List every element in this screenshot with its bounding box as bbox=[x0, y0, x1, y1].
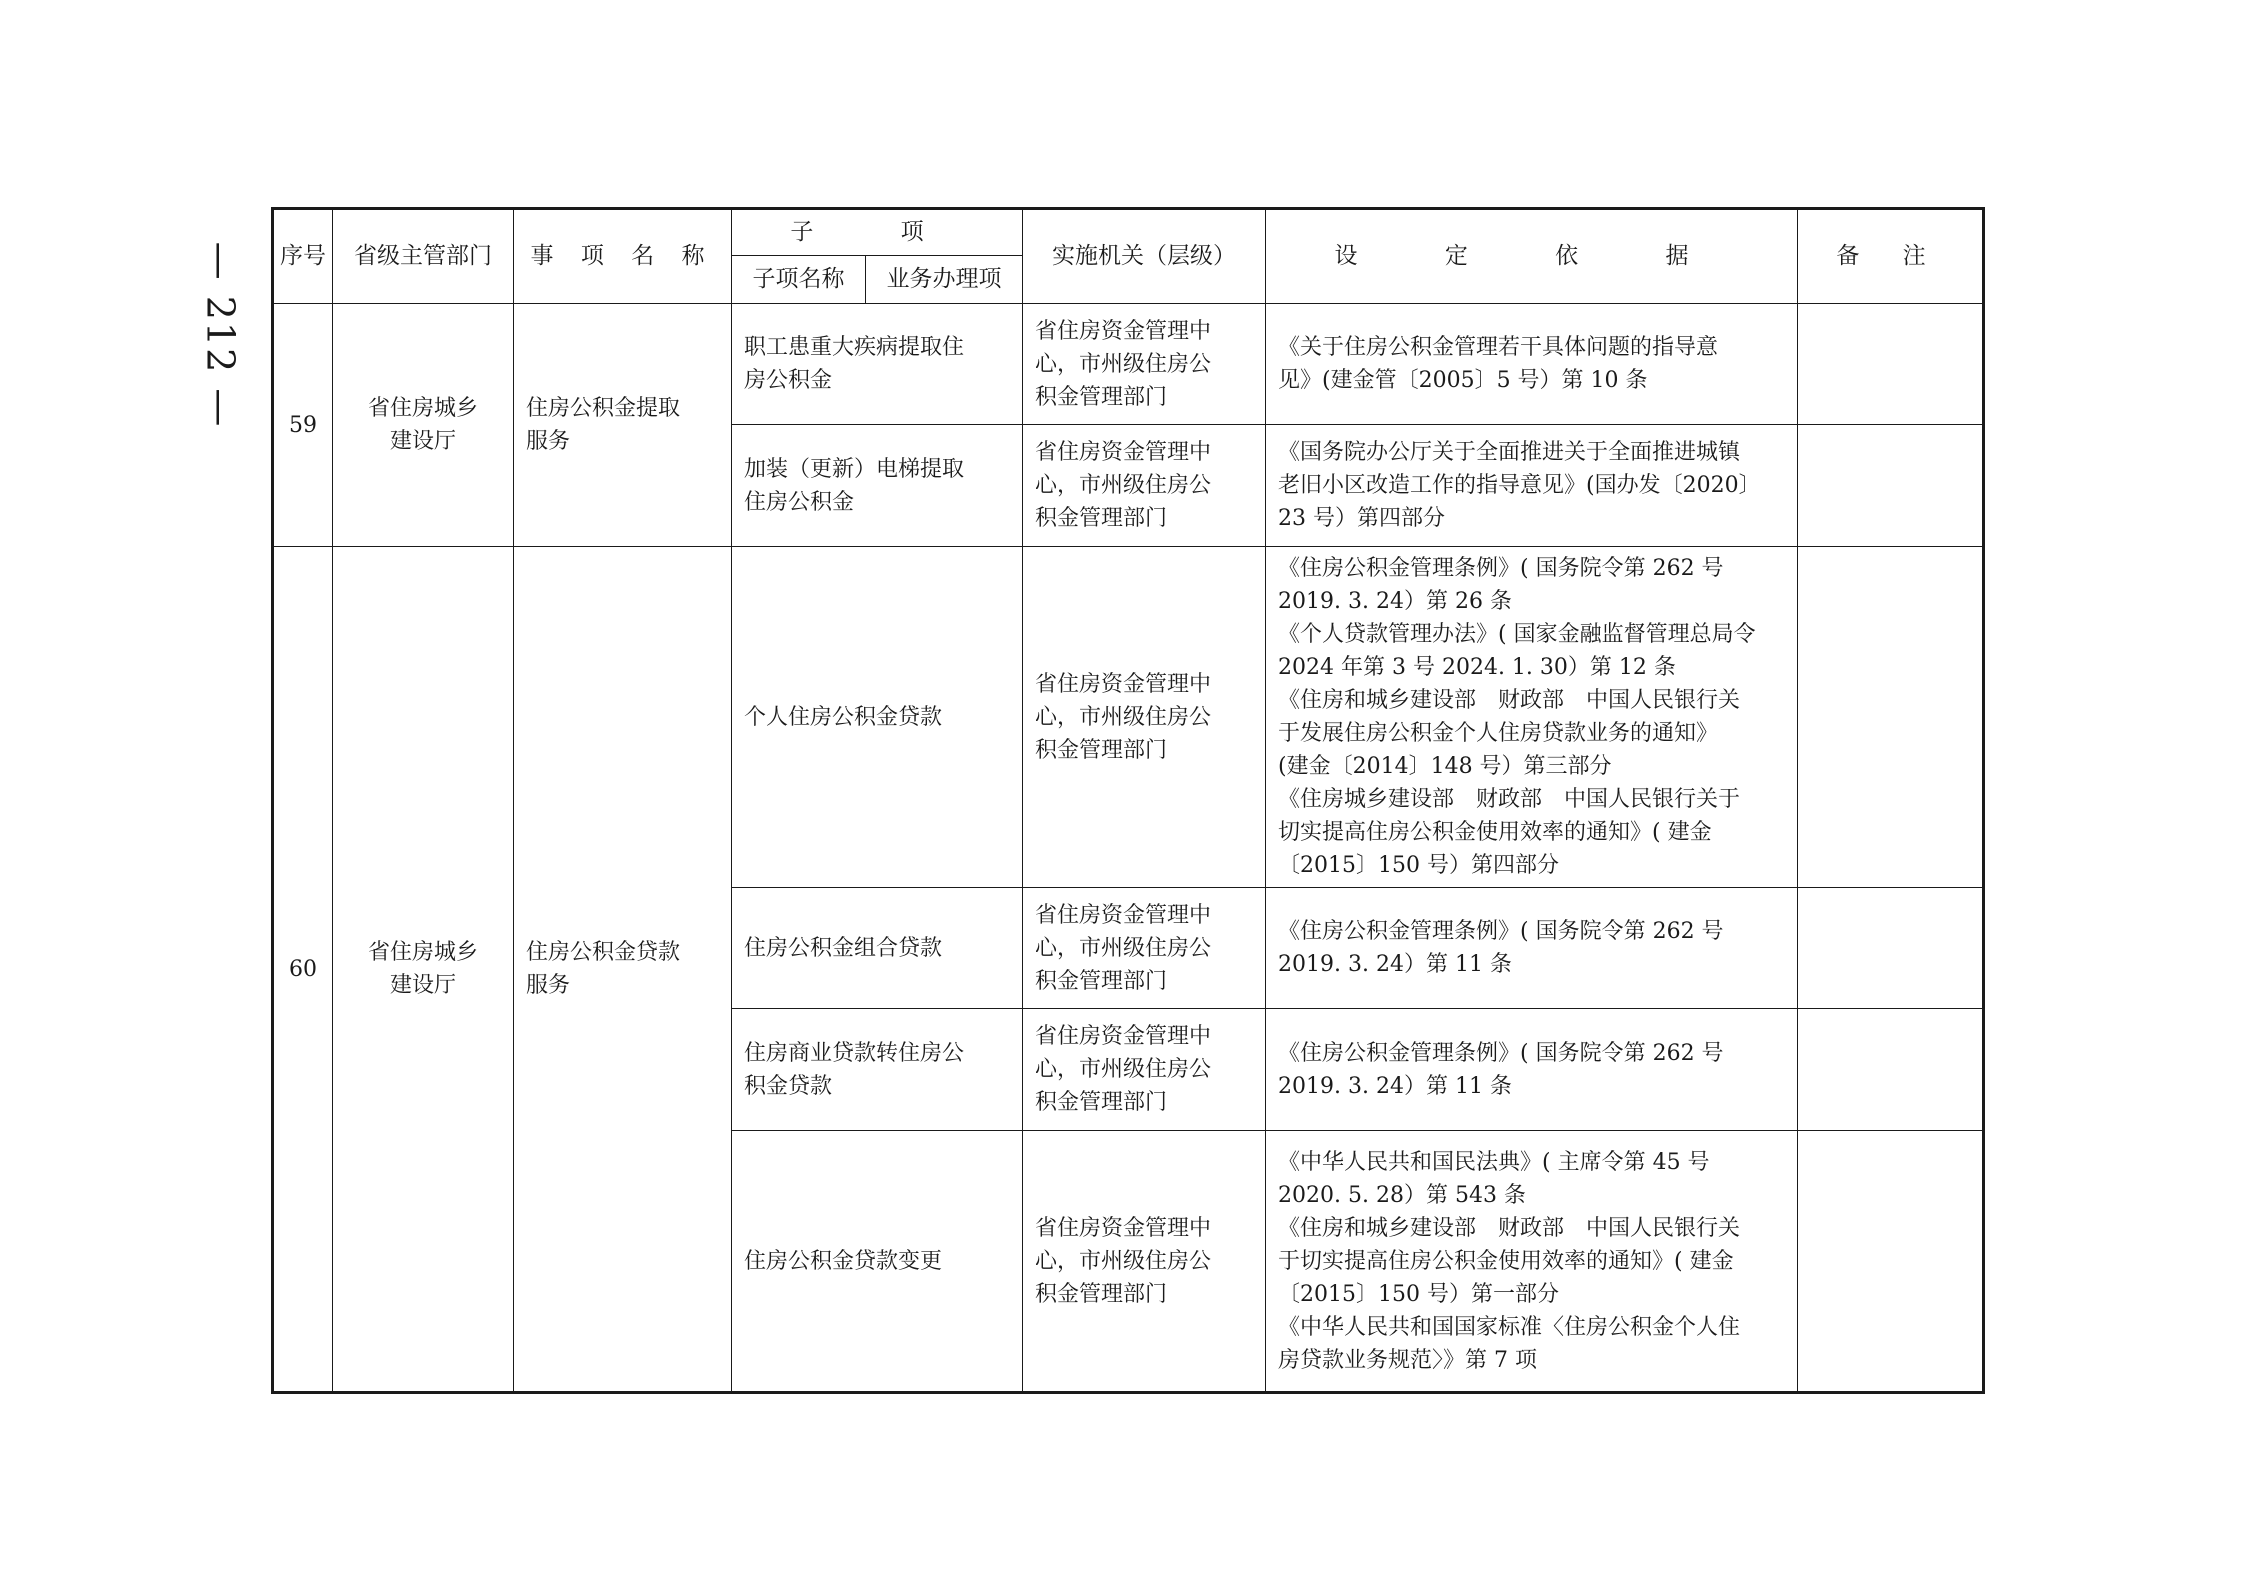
row-60-sub-3-basis: 《住房公积金管理条例》( 国务院令第 262 号 2019. 3. 24）第 11 条 bbox=[1266, 1009, 1798, 1131]
header-agency: 实施机关（层级） bbox=[1023, 209, 1266, 304]
row-60-sub-2-basis: 《住房公积金管理条例》( 国务院令第 262 号 2019. 3. 24）第 11 条 bbox=[1266, 888, 1798, 1009]
header-remarks: 备 注 bbox=[1798, 209, 1984, 304]
row-60-sub-1-basis: 《住房公积金管理条例》( 国务院令第 262 号 2019. 3. 24）第 26 条 《个人贷款管理办法》( 国家金融监督管理总局令 2024 年第 3 号 2024. 1. 30）第 12 条 《住房和城乡建设部 财政部 中国人民银行关 于发展住房公积金个人住房贷款业务的通知》 (建金〔2014〕148 号）第三部分 《住房城乡建设部 财政部 中国人民银行关于 切实提高住房公积金使用效率的通知》( 建金 〔2015〕150 号）第四部分 bbox=[1266, 547, 1798, 888]
header-item-name: 事 项 名 称 bbox=[514, 209, 732, 304]
row-59-item-name: 住房公积金提取 服务 bbox=[514, 304, 732, 547]
row-59-sub-2-basis: 《国务院办公厅关于全面推进关于全面推进城镇 老旧小区改造工作的指导意见》(国办发〔2020〕 23 号）第四部分 bbox=[1266, 425, 1798, 547]
header-sub-item-name: 子项名称 bbox=[732, 256, 866, 304]
header-row-1 bbox=[273, 209, 1984, 256]
row-60-sub-4-agency: 省住房资金管理中 心，市州级住房公 积金管理部门 bbox=[1023, 1131, 1266, 1393]
row-60-sub-4-basis: 《中华人民共和国民法典》( 主席令第 45 号 2020. 5. 28）第 543 条 《住房和城乡建设部 财政部 中国人民银行关 于切实提高住房公积金使用效率的通知》( 建金 〔2015〕150 号）第一部分 《中华人民共和国国家标准〈住房公积金个人住 房贷款业务规范〉》第 7 项 bbox=[1266, 1131, 1798, 1393]
page-number bbox=[190, 241, 250, 429]
row-59-sub-1-basis: 《关于住房公积金管理若干具体问题的指导意 见》(建金管〔2005〕5 号）第 10 条 bbox=[1266, 304, 1798, 425]
header-sub-item: 子 项 bbox=[732, 209, 1023, 256]
row-60-sub-2-remarks bbox=[1798, 888, 1984, 1009]
row-60-item-name: 住房公积金贷款 服务 bbox=[514, 547, 732, 1393]
row-60-sub-3-remarks bbox=[1798, 1009, 1984, 1131]
row-59-sub-1-agency: 省住房资金管理中 心，市州级住房公 积金管理部门 bbox=[1023, 304, 1266, 425]
header-business-item: 业务办理项 bbox=[866, 256, 1023, 304]
table-row bbox=[273, 547, 1984, 888]
row-60-seq: 60 bbox=[273, 547, 333, 1393]
row-60-dept: 省住房城乡 建设厅 bbox=[333, 547, 514, 1393]
row-60-sub-1-name: 个人住房公积金贷款 bbox=[732, 547, 1023, 888]
row-59-sub-2-remarks bbox=[1798, 425, 1984, 547]
row-59-seq: 59 bbox=[273, 304, 333, 547]
row-59-sub-2-agency: 省住房资金管理中 心，市州级住房公 积金管理部门 bbox=[1023, 425, 1266, 547]
header-dept: 省级主管部门 bbox=[333, 209, 514, 304]
row-60-sub-2-agency: 省住房资金管理中 心，市州级住房公 积金管理部门 bbox=[1023, 888, 1266, 1009]
row-60-sub-3-name: 住房商业贷款转住房公 积金贷款 bbox=[732, 1009, 1023, 1131]
header-seq: 序号 bbox=[273, 209, 333, 304]
row-59-sub-2-name: 加装（更新）电梯提取 住房公积金 bbox=[732, 425, 1023, 547]
items-table bbox=[271, 207, 1985, 1394]
row-60-sub-3-agency: 省住房资金管理中 心，市州级住房公 积金管理部门 bbox=[1023, 1009, 1266, 1131]
table-row bbox=[273, 304, 1984, 425]
row-60-sub-1-agency: 省住房资金管理中 心，市州级住房公 积金管理部门 bbox=[1023, 547, 1266, 888]
row-60-sub-2-name: 住房公积金组合贷款 bbox=[732, 888, 1023, 1009]
row-59-sub-1-name: 职工患重大疾病提取住 房公积金 bbox=[732, 304, 1023, 425]
header-basis: 设 定 依 据 bbox=[1266, 209, 1798, 304]
row-59-sub-1-remarks bbox=[1798, 304, 1984, 425]
row-60-sub-4-remarks bbox=[1798, 1131, 1984, 1393]
row-59-dept: 省住房城乡 建设厅 bbox=[333, 304, 514, 547]
row-60-sub-1-remarks bbox=[1798, 547, 1984, 888]
page-number-text: — 212 — bbox=[198, 241, 243, 429]
row-60-sub-4-name: 住房公积金贷款变更 bbox=[732, 1131, 1023, 1393]
